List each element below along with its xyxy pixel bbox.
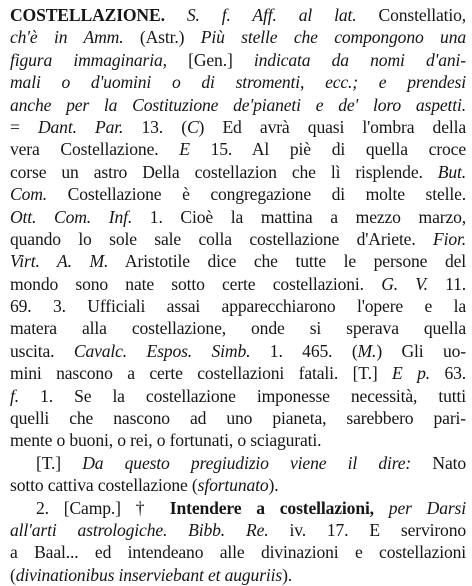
text-run: Nato [411,452,466,473]
entry-line-11 [10,228,466,250]
text-run: E p. [392,363,430,384]
entry-line-3 [10,49,466,71]
text-run: Costellazione è congregazione di molte stelle. [47,184,466,205]
text-run: [T.] [36,452,83,473]
text-run: sotto cattiva costellazione ( [10,475,198,496]
text-run: mali o d'uomini o di stromenti, ecc.; e prendesi [10,72,466,93]
text-run: Cavalc. Espos. Simb. [73,340,251,361]
entry-line-21 [10,452,466,474]
entry-line-25 [10,541,466,563]
text-run: G. V. [381,273,428,294]
text-run: ) Ed avrà quasi l'ombra della [198,116,466,137]
text-run: 1. Se la costellazione imponesse necessità, tutti [19,385,466,406]
entry-line-8 [10,161,466,183]
text-run: C [186,116,199,137]
text-run: divinationibus inserviebant et auguriis [15,564,283,585]
text-run: all'arti astrologiche. Bibb. Re. [10,519,269,540]
text-run: 11. [427,273,467,294]
text-run: Ott. Com. Inf. [10,206,133,227]
text-run: But. [437,161,466,182]
entry-line-19 [10,407,466,429]
entry-line-26 [10,564,466,586]
text-run: Virt. A. M. [10,251,109,272]
text-run: 69. 3. Ufficiali assai apparecchiarono l'opere e la [10,296,466,317]
text-run: Da questo pregiudizio viene il dire: [82,452,412,473]
text-run: quelli che nascono ad uno pianeta, sarebbero pari- [10,408,466,429]
text-run: anche per la Costituzione de'pianeti e de' loro aspetti. [10,94,466,115]
text-run: corse un astro Della costellazion che lì risplende. [10,161,438,182]
text-run: 63. [429,363,466,384]
text-run: Fior. [433,228,466,249]
text-run: figura immaginaria, [10,49,167,70]
entry-line-7 [10,138,466,160]
entry-line-5 [10,94,466,116]
text-run: ch'è in Amm. [10,27,124,48]
entry-line-12 [10,250,466,272]
entry-line-2 [10,26,466,48]
entry-line-16 [10,340,466,362]
text-run: mondo sono nate sotto certe costellazioni. [10,273,382,294]
text-run: Intendere a costellazioni, [169,497,374,518]
text-run [374,498,389,518]
text-run: uscita. [10,340,74,361]
text-run: 2. [Camp.] † [36,497,170,518]
entry-line-17 [10,362,466,384]
text-run: 13. ( [123,116,187,137]
dictionary-entry [10,4,466,586]
entry-line-24 [10,519,466,541]
entry-line-4 [10,71,466,93]
text-run: mini nascono a certe costellazioni fatali. [T.] [10,363,393,384]
text-run: sfortunato [197,475,269,496]
entry-line-9 [10,183,466,205]
text-run: ) Gli uo- [376,340,466,361]
text-run: vera Costellazione. [10,139,180,160]
text-run: Più stelle che compongono una [200,27,466,48]
text-run: Dant. Par. [37,116,124,137]
text-run: iv. 17. E servirono [268,519,466,540]
text-run: f. [10,385,19,406]
text-run: matera alla costellazione, onde si sperava quella [10,318,466,339]
text-run: 1. 465. ( [250,340,358,361]
text-run: Constellatio, [356,5,467,25]
entry-line-23 [10,497,466,519]
text-run: 15. Al piè di quella croce [189,139,466,160]
entry-line-13 [10,273,466,295]
text-run: quando lo sole sale colla costellazione d'Ariete. [10,228,434,249]
text-run: Aristotile dice che tutte le persone del [108,251,466,272]
text-run: E [179,139,190,160]
text-run: COSTELLAZIONE. [10,5,165,25]
entry-line-20 [10,429,466,451]
text-run: ( [10,564,16,585]
text-run: 1. Cioè la mattina a mezzo marzo, [132,206,466,227]
text-run: a Baal... ed intendeano alle divinazioni e costellazioni [10,542,466,563]
entry-line-6 [10,116,466,138]
entry-line-1 [10,4,466,26]
text-run: ). [268,475,279,496]
entry-line-14 [10,295,466,317]
entry-line-18 [10,385,466,407]
text-run: ). [282,564,293,585]
entry-line-15 [10,317,466,339]
text-run: mente o buoni, o rei, o fortunati, o sciagurati. [10,430,322,451]
text-run: S. f. Aff. al lat. [186,5,357,25]
text-run: [Gen.] [166,49,254,70]
text-run: = [10,116,38,137]
text-run: per Darsi [388,497,466,518]
text-run: Com. [10,184,48,205]
text-run: (Astr.) [123,27,201,48]
text-run: M. [357,340,377,361]
entry-line-22 [10,474,466,496]
entry-line-10 [10,206,466,228]
text-run: indicata da nomi d'ani- [253,49,466,70]
text-run [165,5,187,25]
